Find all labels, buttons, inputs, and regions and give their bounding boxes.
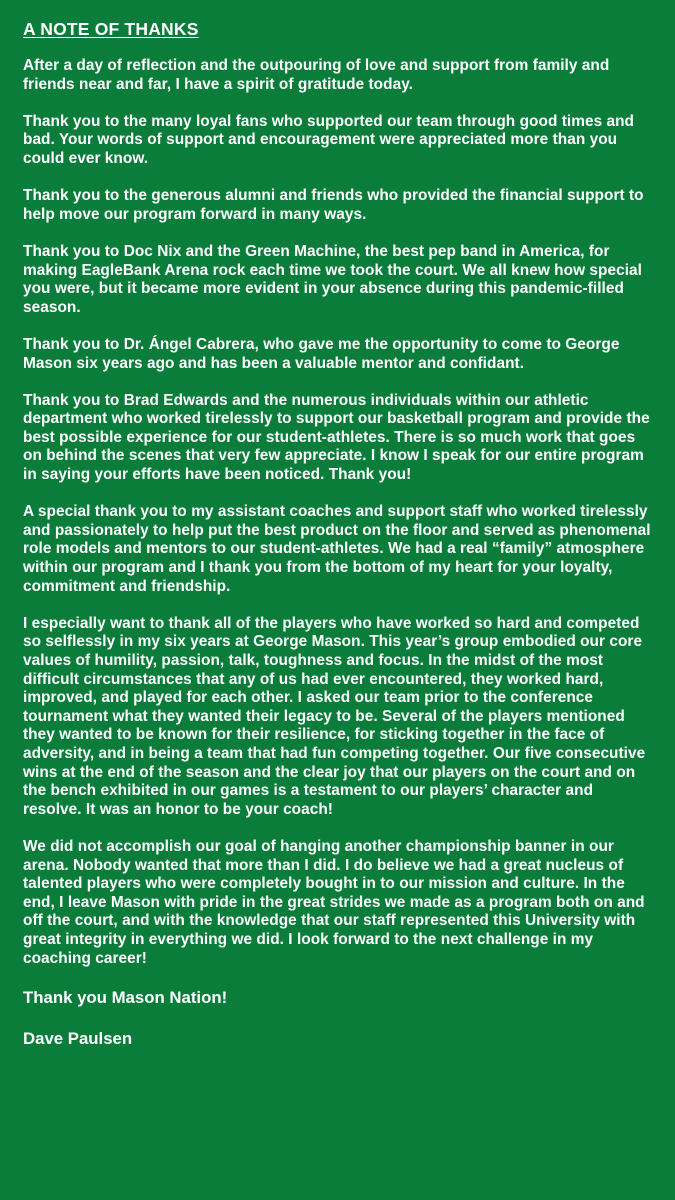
paragraph-president: Thank you to Dr. Ángel Cabrera, who gave me the opportunity to come to George Mason six years ago and has been a valuable mentor and confidant. (23, 335, 620, 372)
paragraph-pep-band: Thank you to Doc Nix and the Green Machine, the best pep band in America, for making EagleBank Arena rock each time we took the court. We all knew how special you were, but it became more evident in your absence during this pandemic-filled season. (23, 242, 642, 316)
paragraph-legacy: We did not accomplish our goal of hanging another championship banner in our arena. Nobody wanted that more than I did. I do believe we had a great nucleus of talented players who were completely bought in to our mission and culture. In the end, I leave Mason with pride in the great strides we made as a program both on and off the court, and with the knowledge that our staff represented this University with great integrity in everything we did. I look forward to the next challenge in my coaching career! (23, 837, 645, 967)
note-title: A NOTE OF THANKS (23, 19, 199, 39)
paragraph-players: I especially want to thank all of the players who have worked so hard and competed so selflessly in my six years at George Mason. This year’s group embodied our core values of humility, passion, talk, toughness and focus. In the midst of the most difficult circumstances that any of us had ever encountered, they worked hard, improved, and played for each other. I asked our team prior to the conference tournament what they wanted their legacy to be. Several of the players mentioned they wanted to be known for their resilience, for sticking together in the face of adversity, and in being a team that had fun competing together. Our five consecutive wins at the end of the season and the clear joy that our players on the court and on the bench exhibited in our games is a testament to our players’ character and resolve. It was an honor to be your coach! (23, 614, 646, 818)
paragraph-fans: Thank you to the many loyal fans who supported our team through good times and bad. Your words of support and encouragement were appreciated more than you could ever know. (23, 112, 635, 167)
paragraph-reflection: After a day of reflection and the outpouring of love and support from family and friends near and far, I have a spirit of gratitude today. (23, 57, 610, 93)
signature: Dave Paulsen (23, 1028, 133, 1048)
paragraph-athletic-department: Thank you to Brad Edwards and the numerous individuals within our athletic department who worked tirelessly to support our basketball program and provide the best possible experience for our student-athletes. There is so much work that goes on behind the scenes that very few appreciate. I know I speak for our entire program in saying your efforts have been noticed. Thank you! (23, 391, 650, 484)
paragraph-alumni: Thank you to the generous alumni and friends who provided the financial support to help move our program forward in many ways. (23, 187, 644, 223)
paragraph-coaches-staff: A special thank you to my assistant coaches and support staff who worked tirelessly and passionately to help put the best product on the floor and served as phenomenal role models and mentors to our student-athletes. We had a real “family” atmosphere within our program and I thank you from the bottom of my heart for your loyalty, commitment and friendship. (23, 503, 651, 595)
closing-line: Thank you Mason Nation! (23, 987, 228, 1007)
